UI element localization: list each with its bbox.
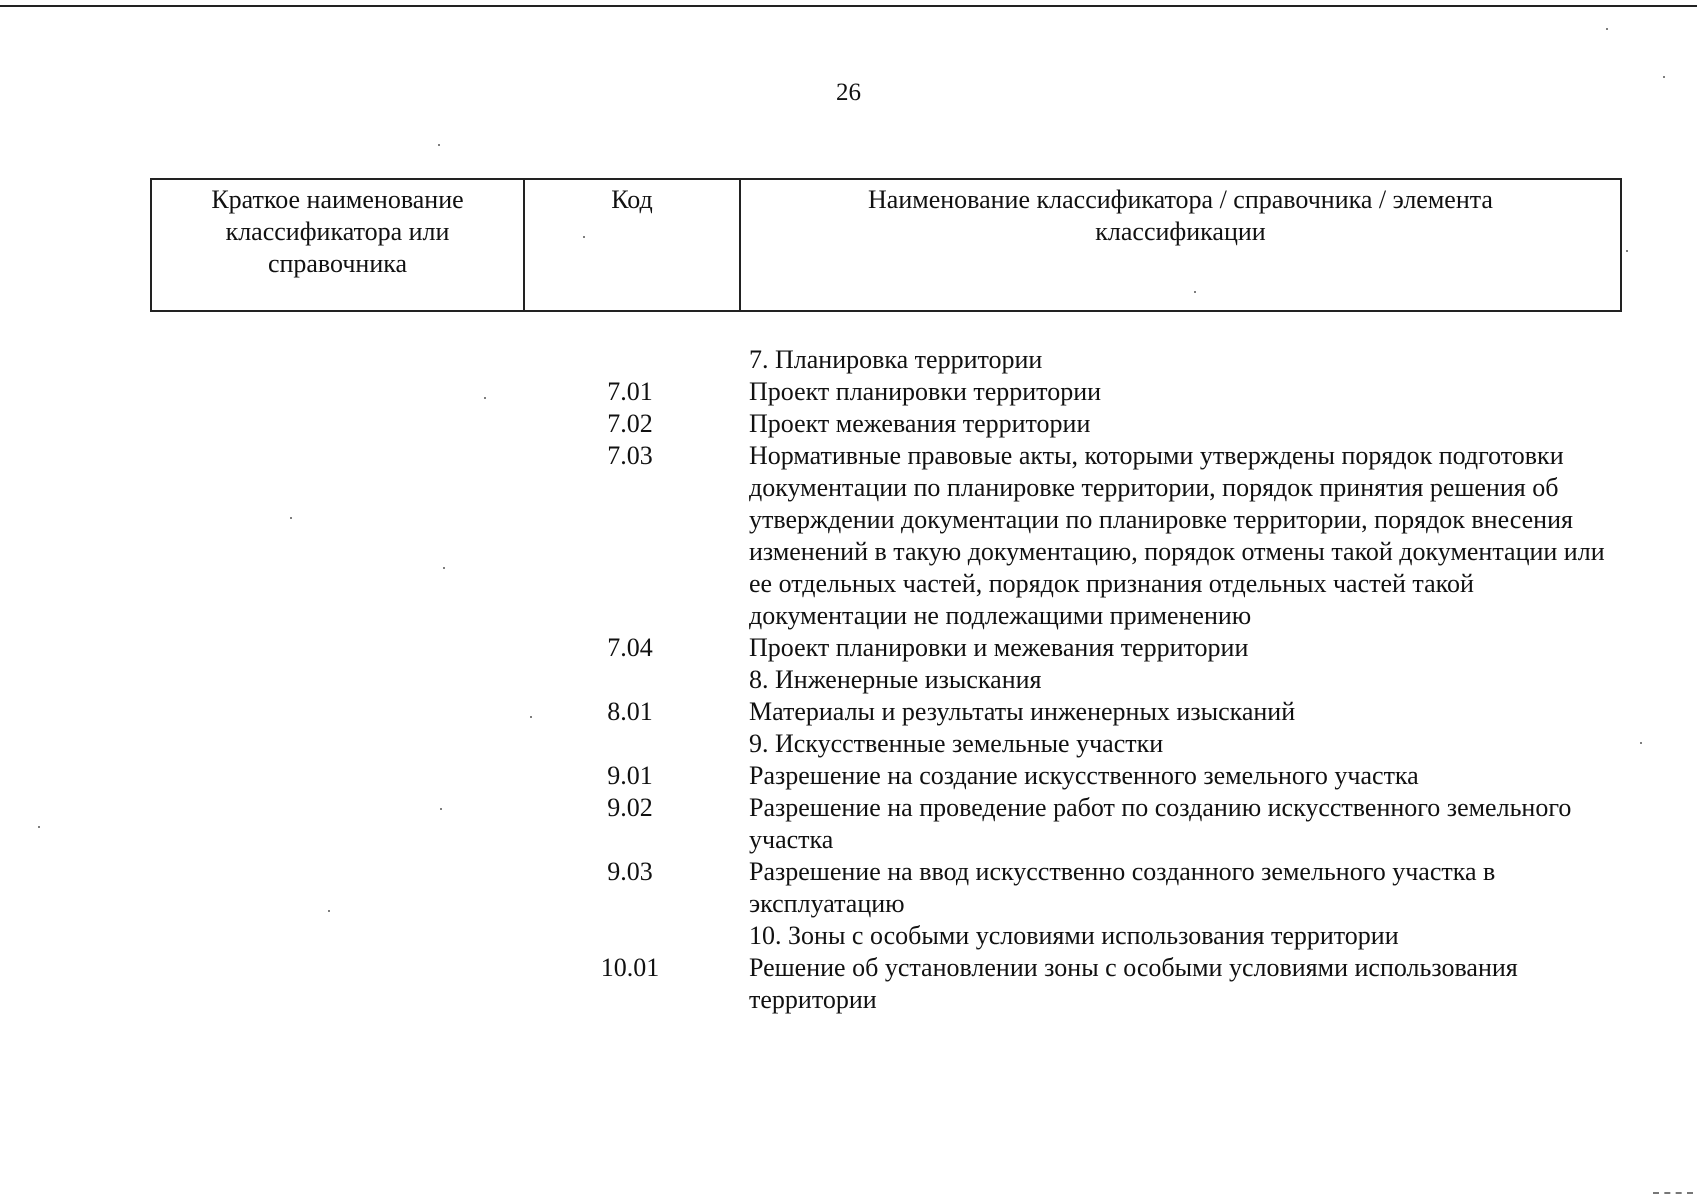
scan-speck — [290, 517, 292, 519]
list-item — [0, 440, 1697, 632]
scan-speck — [1606, 28, 1608, 30]
item-code: 7.04 — [607, 633, 653, 662]
scan-speck — [438, 144, 440, 146]
list-item — [0, 920, 1697, 952]
scan-edge-dash — [1653, 1192, 1693, 1194]
item-text: Разрешение на создание искусственного земельного участка — [749, 761, 1419, 790]
list-item — [0, 344, 1697, 376]
item-text: Разрешение на проведение работ по созданию искусственного земельного участка — [749, 793, 1572, 854]
list-item — [0, 696, 1697, 728]
section-heading: 10. Зоны с особыми условиями использования территории — [749, 921, 1399, 950]
header-code: Код — [525, 180, 741, 310]
list-item — [0, 728, 1697, 760]
header-classifier-name: Наименование классификатора / справочника / элемента классификации — [868, 185, 1493, 246]
header-short-name: Краткое наименование классификатора или справочника — [152, 180, 525, 310]
list-item — [0, 856, 1697, 920]
item-text: 7. Планировка территории — [749, 345, 1043, 374]
list-item — [0, 952, 1697, 1016]
top-border-line — [0, 5, 1697, 7]
scan-speck — [443, 567, 445, 569]
scan-speck — [38, 826, 40, 828]
list-item — [0, 376, 1697, 408]
item-code: 7.03 — [607, 441, 653, 470]
page-number: 26 — [836, 79, 861, 106]
scan-speck — [440, 808, 442, 810]
item-code: 8.01 — [607, 697, 653, 726]
list-item — [0, 408, 1697, 440]
item-text: Решение об установлении зоны с особыми условиями использования территории — [749, 953, 1518, 1014]
item-code: 10.01 — [600, 953, 660, 982]
section-heading: 8. Инженерные изыскания — [749, 665, 1042, 694]
scan-speck — [484, 397, 486, 399]
item-text: Проект планировки и межевания территории — [749, 633, 1249, 662]
scan-speck — [1640, 742, 1642, 744]
list-item — [0, 632, 1697, 664]
scan-speck — [583, 236, 585, 238]
scan-speck — [530, 716, 532, 718]
section-heading: 9. Искусственные земельные участки — [749, 729, 1164, 758]
item-text: Материалы и результаты инженерных изысканий — [749, 697, 1296, 726]
item-text: Проект планировки территории — [749, 377, 1102, 406]
item-code: 9.02 — [607, 793, 653, 822]
item-code: 7.01 — [607, 377, 653, 406]
item-text: Проект межевания территории — [749, 409, 1091, 438]
item-text: Нормативные правовые акты, которыми утверждены порядок подготовки документации по планировке территории, порядок принятия решения об утверждении документации по планировке территории, порядок внесения изменений в такую документацию, порядок отмены такой документации или ее отдельных частей, порядок признания отдельных частей такой документации не подлежащими применению — [749, 441, 1605, 630]
item-code: 9.03 — [607, 857, 653, 886]
table-header — [150, 178, 1622, 312]
item-code: 7.02 — [607, 409, 653, 438]
scan-speck — [1663, 76, 1665, 78]
classifier-list — [0, 344, 1697, 1016]
scan-speck — [1626, 250, 1628, 252]
item-text: Разрешение на ввод искусственно созданного земельного участка в эксплуатацию — [749, 857, 1496, 918]
list-item — [0, 792, 1697, 856]
list-item — [0, 664, 1697, 696]
scan-speck — [328, 910, 330, 912]
scan-speck — [1194, 291, 1196, 293]
item-code: 9.01 — [607, 761, 653, 790]
list-item — [0, 760, 1697, 792]
